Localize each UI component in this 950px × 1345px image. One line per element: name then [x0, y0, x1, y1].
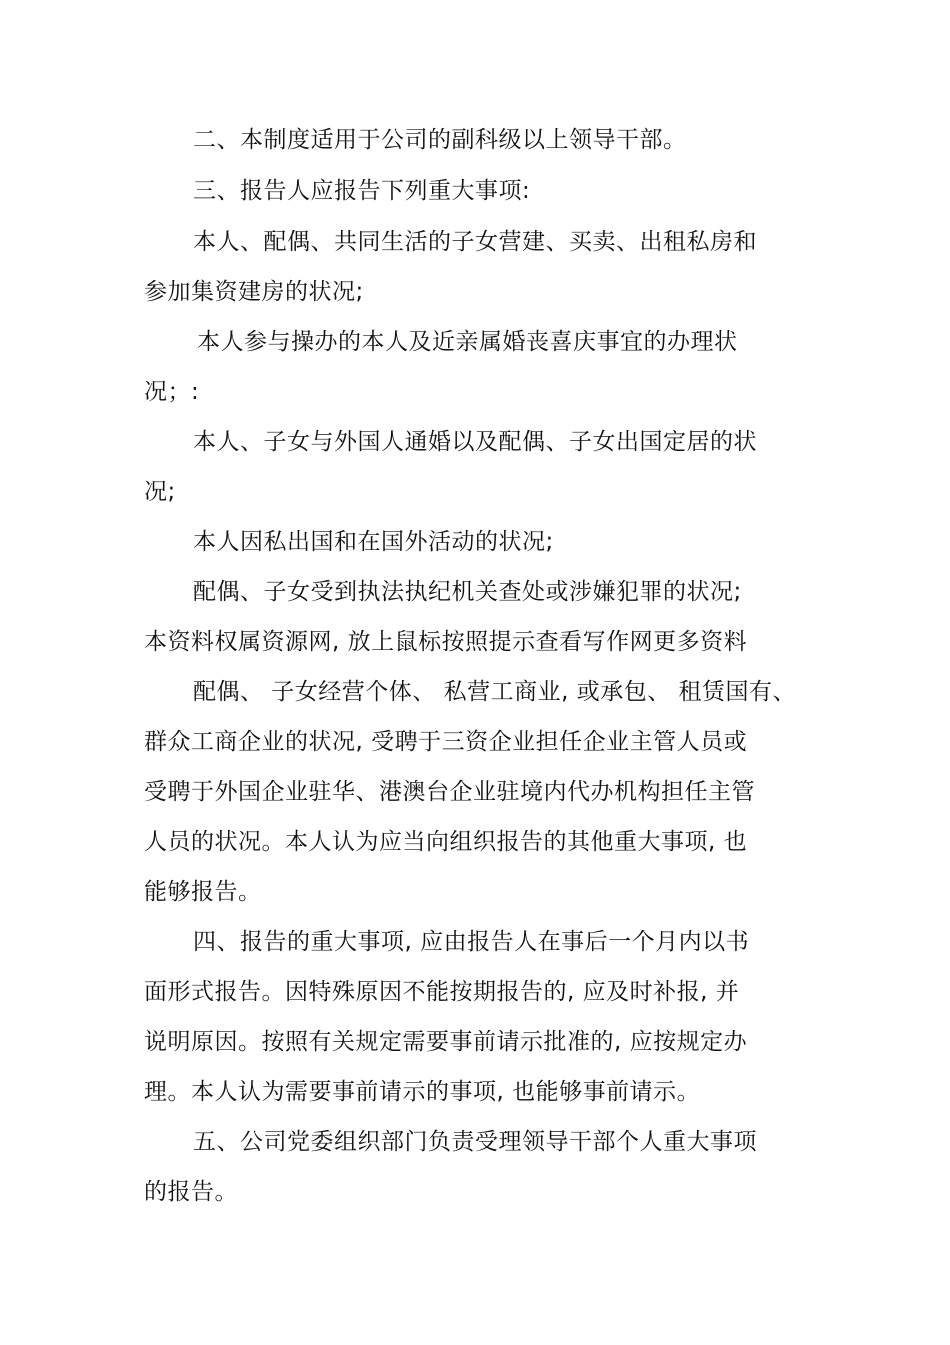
paragraph-line: 人员的状况。本人认为应当向组织报告的其他重大事项, 也: [144, 829, 748, 855]
paragraph-line: 参加集资建房的状况;: [144, 279, 364, 305]
paragraph-line: 能够报告。: [144, 879, 262, 905]
paragraph-line: 群众工商企业的状况, 受聘于三资企业担任企业主管人员或: [144, 729, 748, 755]
paragraph-line: 面形式报告。因特殊原因不能按期报告的, 应及时补报, 并: [144, 979, 740, 1005]
paragraph-line: 五、公司党委组织部门负责受理领导干部个人重大事项: [193, 1129, 757, 1155]
paragraph-line: 说明原因。按照有关规定需要事前请示批准的, 应按规定办: [144, 1029, 748, 1055]
paragraph-line: 的报告。: [144, 1179, 238, 1205]
paragraph-line: 况;: [144, 479, 176, 505]
paragraph-line: 本人、子女与外国人通婚以及配偶、子女出国定居的状: [193, 429, 757, 455]
paragraph-line: 配偶、子女受到执法执纪机关查处或涉嫌犯罪的状况;: [193, 579, 742, 605]
paragraph-line: 理。本人认为需要事前请示的事项, 也能够事前请示。: [144, 1079, 701, 1105]
paragraph-line: 配偶、 子女经营个体、 私营工商业, 或承包、 租赁国有、: [193, 679, 797, 705]
paragraph-line: 受聘于外国企业驻华、港澳台企业驻境内代办机构担任主管: [144, 779, 755, 805]
paragraph-line: 本资料权属资源网, 放上鼠标按照提示查看写作网更多资料: [144, 629, 748, 655]
paragraph-line: 四、报告的重大事项, 应由报告人在事后一个月内以书: [193, 929, 750, 955]
paragraph-line: 本人参与操办的本人及近亲属婚丧喜庆事宜的办理状: [197, 329, 738, 355]
paragraph-line: 三、报告人应报告下列重大事项:: [193, 178, 531, 204]
paragraph-line: 本人因私出国和在国外活动的状况;: [193, 529, 554, 555]
paragraph-line: 本人、配偶、共同生活的子女营建、买卖、出租私房和: [193, 229, 757, 255]
paragraph-line: 况；:: [144, 379, 200, 405]
paragraph-line: 二、本制度适用于公司的副科级以上领导干部。: [193, 127, 687, 153]
